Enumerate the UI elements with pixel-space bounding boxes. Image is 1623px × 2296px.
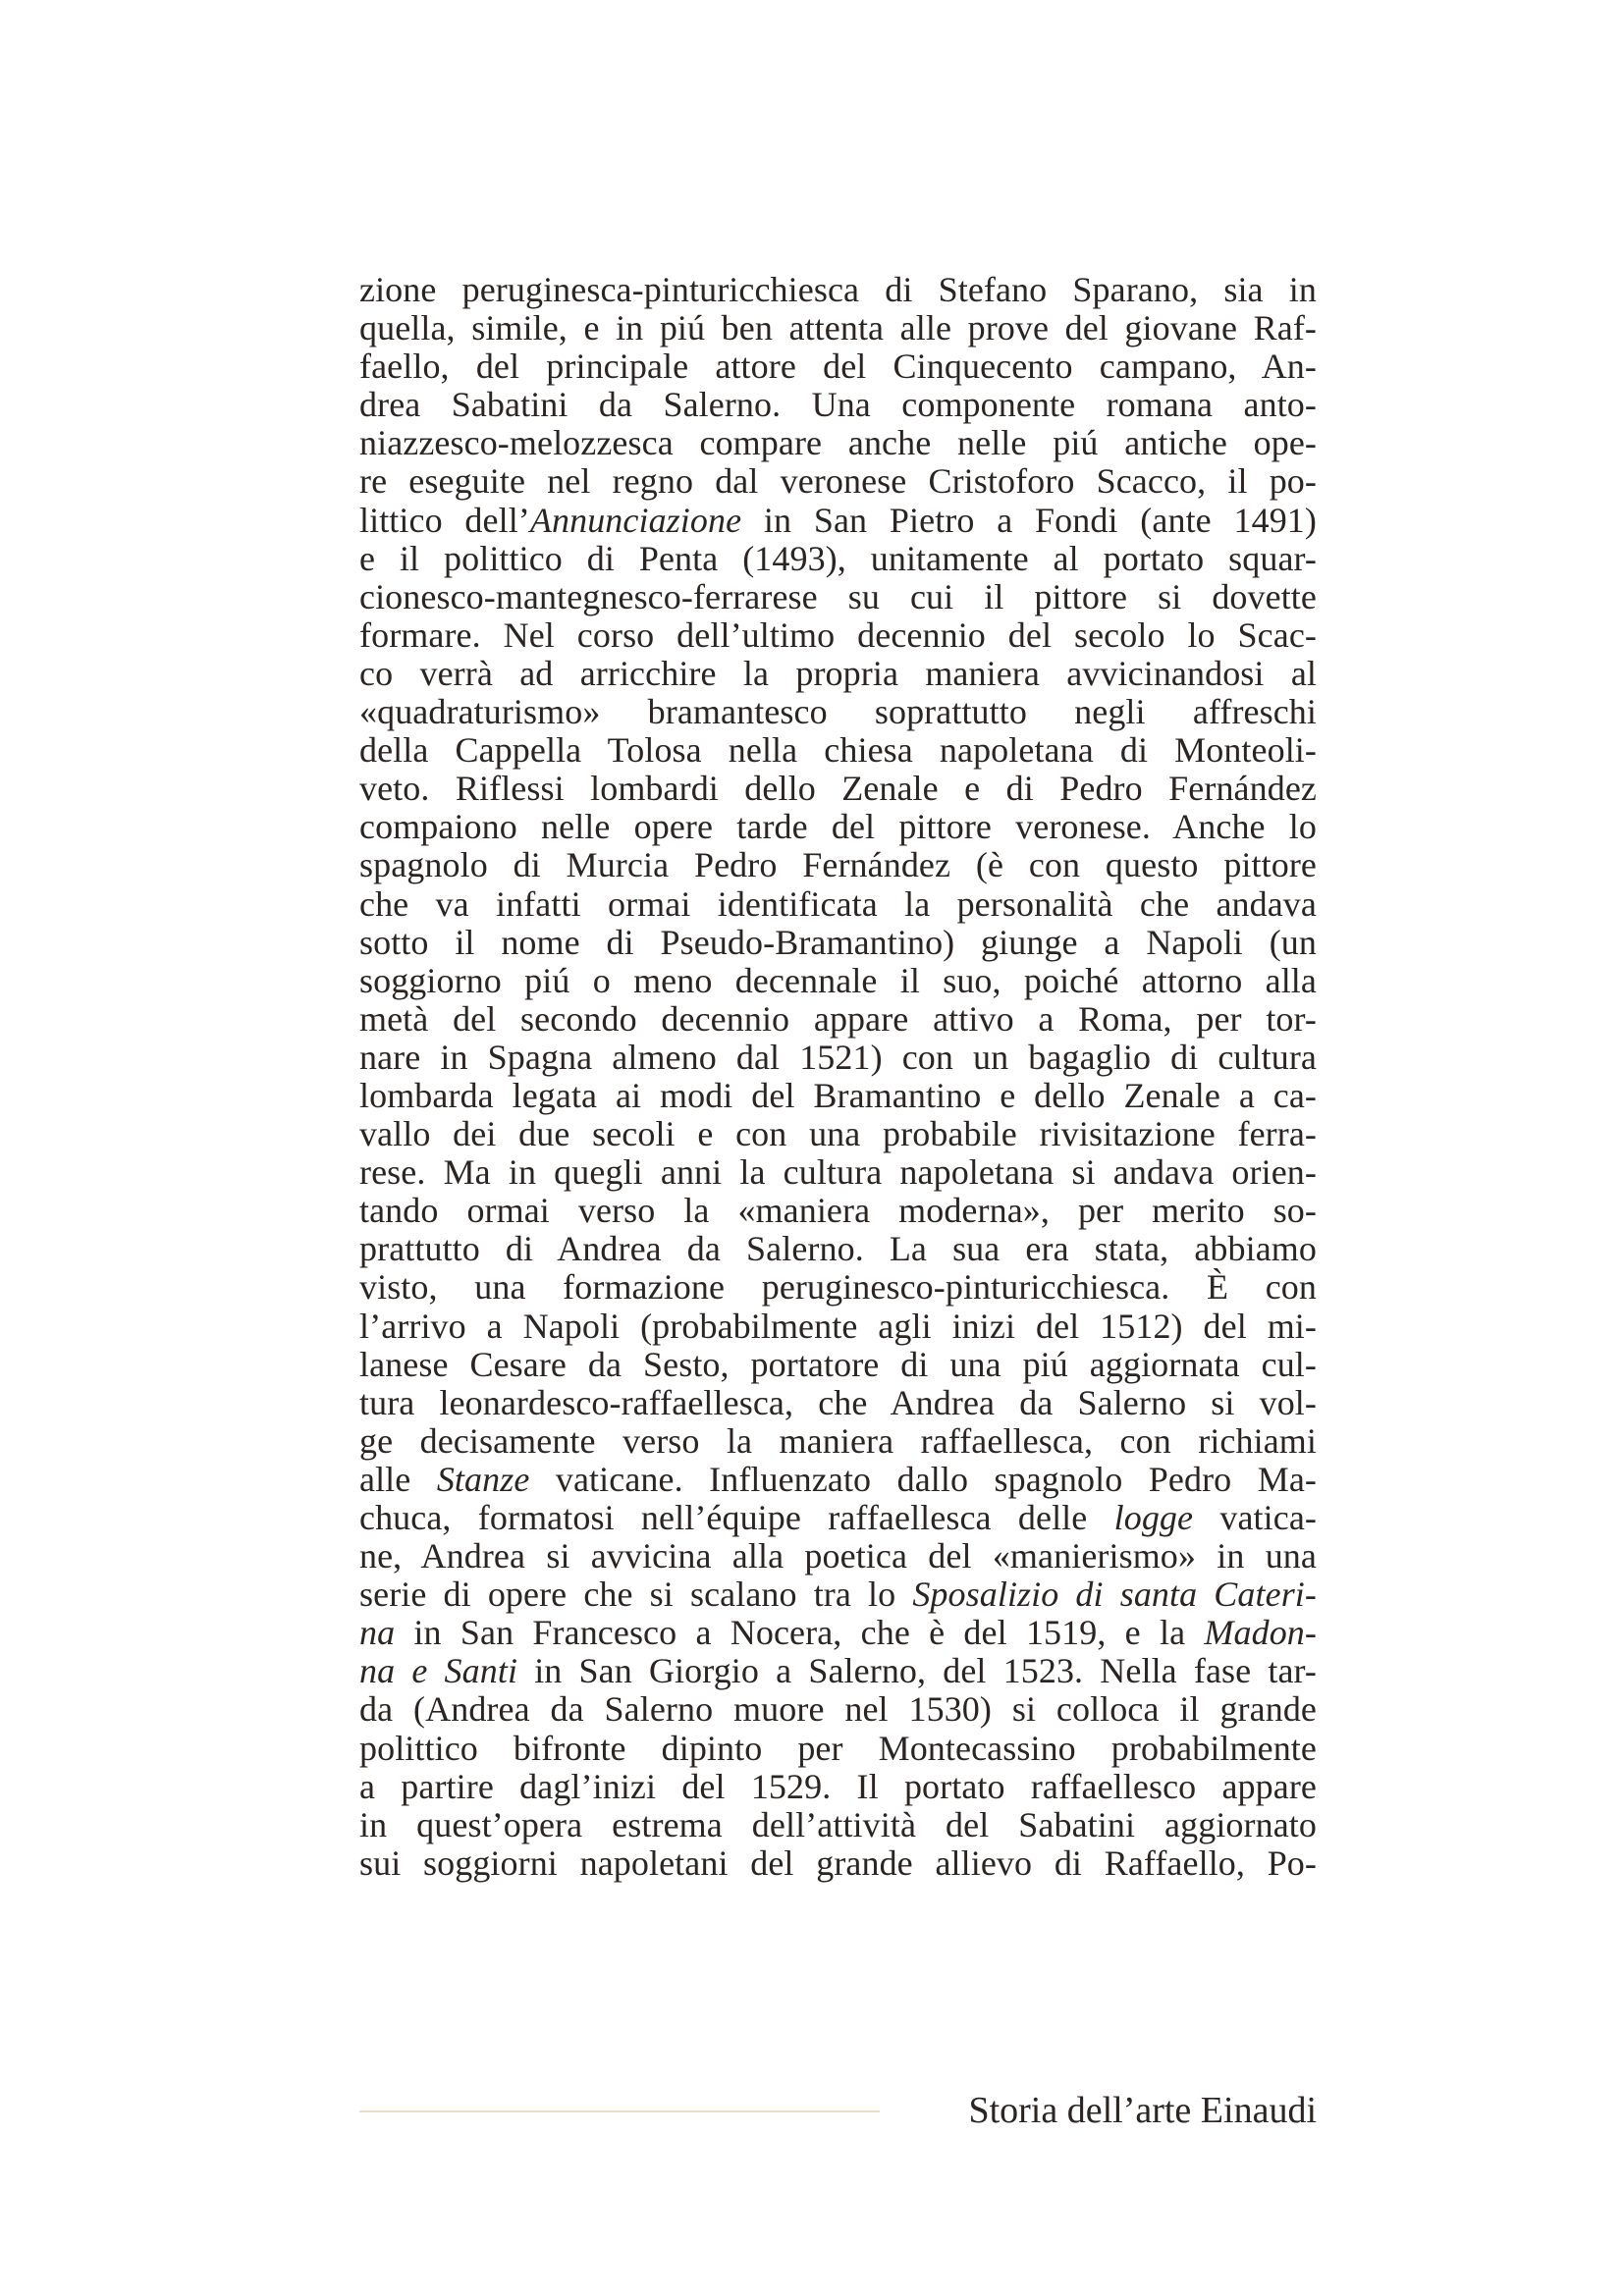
footer-publisher-label: Storia dell’arte Einaudi [968,2090,1317,2131]
text-line [359,1000,1317,1039]
text-line [359,424,1317,462]
text-run: vatica- [1193,1498,1318,1537]
text-run: serie di opere che si scalano tra lo [359,1575,913,1615]
text-run: «quadraturismo» bramantesco soprattutto negli affreschi [359,692,1317,732]
text-run: niazzesco-melozzesca compare anche nelle piú antiche ope- [359,423,1317,463]
italic-title: na e Santi [359,1651,518,1691]
text-line [359,1730,1317,1768]
text-run: lanese Cesare da Sesto, portatore di una piú aggiornata cul- [359,1344,1317,1384]
text-line [359,1077,1317,1115]
text-line [359,1384,1317,1422]
text-line [359,924,1317,962]
text-line [359,1575,1317,1614]
text-run: prattutto di Andrea da Salerno. La sua era stata, abbiamo [359,1229,1317,1269]
text-line [359,1461,1317,1499]
text-run: da (Andrea da Salerno muore nel 1530) si colloca il grande [359,1689,1317,1730]
text-run: metà del secondo decennio appare attivo a Roma, per tor- [359,998,1317,1039]
text-run: che va infatti ormai identificata la personalità che andava [359,883,1317,924]
italic-title: Madon- [1204,1613,1317,1653]
text-run: alle [359,1459,437,1499]
text-run: drea Sabatini da Salerno. Una componente romana anto- [359,385,1317,425]
text-line [359,1230,1317,1268]
text-line [359,1115,1317,1153]
text-run: vallo dei due secoli e con una probabile rivisitazione ferra- [359,1114,1317,1154]
text-line [359,271,1317,309]
text-run: l’arrivo a Napoli (probabilmente agli inizi del 1512) del mi- [359,1306,1317,1346]
italic-title: Annunciazione [529,500,742,540]
text-run: in quest’opera estrema dell’attività del Sabatini aggiornato [359,1804,1317,1844]
text-line [359,1153,1317,1192]
text-run: ne, Andrea si avvicina alla poetica del «manierismo» in una [359,1536,1317,1576]
text-run: in San Giorgio a Salerno, del 1523. Nella fase tar- [517,1651,1318,1691]
text-line [359,1537,1317,1575]
text-run: della Cappella Tolosa nella chiesa napoletana di Monteoli- [359,730,1317,771]
text-run: e il polittico di Penta (1493), unitamente al portato squar- [359,538,1317,578]
text-run: faello, del principale attore del Cinquecento campano, An- [359,347,1317,387]
text-run: sotto il nome di Pseudo-Bramantino) giunge a Napoli (un [359,922,1317,962]
text-line [359,578,1317,616]
text-line [359,962,1317,1000]
text-run: re eseguite nel regno dal veronese Cristoforo Scacco, il po- [359,461,1317,502]
text-line [359,693,1317,731]
text-run: zione peruginesca-pinturicchiesca di Stefano Sparano, sia in [359,270,1317,309]
text-line [359,1039,1317,1077]
text-line [359,655,1317,693]
text-run: a partire dagl’inizi del 1529. Il portato raffaellesco appare [359,1766,1317,1806]
text-line [359,309,1317,347]
text-line [359,540,1317,578]
text-run: soggiorno piú o meno decennale il suo, poiché attorno alla [359,960,1317,1000]
text-run: chuca, formatosi nell’équipe raffaellesca delle [359,1498,1114,1537]
text-line [359,1652,1317,1690]
text-line [359,1268,1317,1307]
text-run: formare. Nel corso dell’ultimo decennio del secolo lo Scac- [359,614,1317,655]
page-footer [359,2086,1317,2135]
body-text [359,271,1317,1883]
text-run: spagnolo di Murcia Pedro Fernández (è con questo pittore [359,845,1317,885]
text-line [359,462,1317,501]
text-run: tando ormai verso la «maniera moderna», per merito so- [359,1191,1317,1231]
text-line [359,347,1317,386]
text-run: rese. Ma in quegli anni la cultura napoletana si andava orien- [359,1152,1317,1193]
text-line [359,386,1317,424]
text-run: littico dell’ [359,500,530,540]
text-line [359,616,1317,655]
text-run: tura leonardesco-raffaellesca, che Andrea da Salerno si vol- [359,1382,1317,1422]
text-line [359,1690,1317,1729]
text-run: ge decisamente verso la maniera raffaellesca, con richiami [359,1420,1317,1461]
text-line [359,1614,1317,1652]
italic-title: na [359,1613,396,1653]
footer-rule [359,2110,880,2112]
text-run: in San Pietro a Fondi (ante 1491) [741,500,1317,540]
text-line [359,1806,1317,1844]
text-line [359,1844,1317,1883]
text-line [359,770,1317,808]
text-run: veto. Riflessi lombardi dello Zenale e di Pedro Fernández [359,769,1317,809]
text-line [359,1192,1317,1230]
text-run: nare in Spagna almeno dal 1521) con un bagaglio di cultura [359,1037,1317,1077]
text-line [359,731,1317,770]
text-line [359,1499,1317,1537]
text-run: vaticane. Influenzato dallo spagnolo Pedro Ma- [529,1459,1317,1499]
italic-title: Sposalizio di santa Cateri- [912,1575,1317,1615]
text-line [359,1768,1317,1806]
text-line [359,885,1317,924]
text-run: polittico bifronte dipinto per Montecassino probabilmente [359,1728,1317,1768]
text-run: lombarda legata ai modi del Bramantino e dello Zenale a ca- [359,1075,1317,1115]
text-run: quella, simile, e in piú ben attenta alle prove del giovane Raf- [359,308,1317,348]
text-run: cionesco-mantegnesco-ferrarese su cui il pittore si dovette [359,576,1317,616]
text-run: sui soggiorni napoletani del grande allievo di Raffaello, Po- [359,1842,1317,1883]
text-run: compaiono nelle opere tarde del pittore veronese. Anche lo [359,807,1317,847]
text-run: co verrà ad arricchire la propria maniera avvicinandosi al [359,653,1317,693]
text-line [359,1308,1317,1346]
text-line [359,502,1317,540]
italic-title: logge [1113,1498,1194,1537]
text-run: visto, una formazione peruginesco-pinturicchiesca. È con [359,1267,1317,1308]
text-line [359,1422,1317,1461]
text-line [359,808,1317,846]
italic-title: Stanze [436,1459,530,1499]
text-line [359,1346,1317,1384]
text-line [359,846,1317,884]
text-run: in San Francesco a Nocera, che è del 1519, e la [395,1613,1205,1653]
